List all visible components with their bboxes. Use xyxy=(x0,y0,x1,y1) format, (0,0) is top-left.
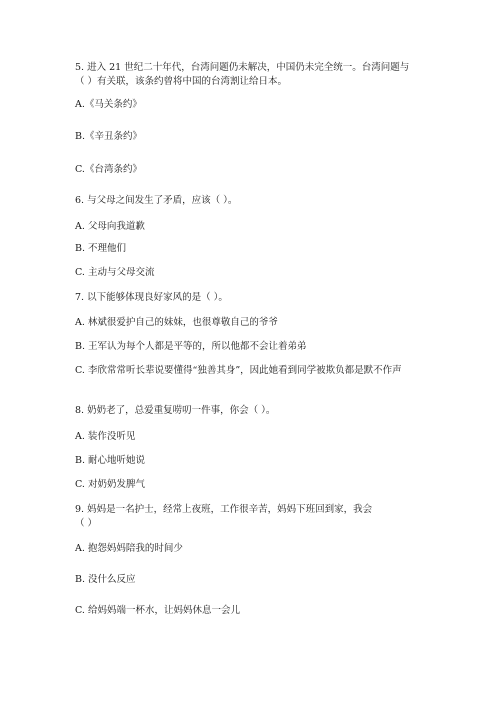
question-6-option-b: B. 不理他们 xyxy=(75,243,127,254)
question-9-option-c: C. 给妈妈端一杯水，让妈妈休息一会儿 xyxy=(75,605,240,616)
question-8-option-c: C. 对奶奶发脾气 xyxy=(75,479,145,490)
question-9-option-b: B. 没什么反应 xyxy=(75,574,136,585)
question-5-option-b: B.《辛丑条约》 xyxy=(75,131,143,142)
question-6-option-a: A. 父母向我道歉 xyxy=(75,221,145,232)
question-5-stem-line-2: （ ）有关联，该条约曾将中国的台湾割让给日本。 xyxy=(75,76,288,87)
question-8-option-a: A. 装作没听见 xyxy=(75,431,136,442)
question-5-stem-line-1: 5. 进入 21 世纪二十年代，台湾问题仍未解决，中国仍未完全统一。台湾问题与 xyxy=(75,62,410,73)
question-7-option-a: A. 林斌很爱护自己的妹妹，也很尊敬自己的爷爷 xyxy=(75,317,278,328)
question-5-option-a: A.《马关条约》 xyxy=(75,99,142,110)
question-7-stem: 7. 以下能够体现良好家风的是（ ）。 xyxy=(75,292,228,303)
question-8-stem: 8. 奶奶老了，总爱重复唠叨一件事，你会（ ）。 xyxy=(75,405,276,416)
question-9-stem-line-1: 9. 妈妈是一名护士，经常上夜班，工作很辛苦，妈妈下班回到家，我会 xyxy=(75,504,373,515)
question-9-stem-line-2: （ ） xyxy=(75,518,98,529)
question-8-option-b: B. 耐心地听她说 xyxy=(75,455,146,466)
question-5-option-c: C.《台湾条约》 xyxy=(75,164,142,175)
question-9-option-a: A. 抱怨妈妈陪我的时间少 xyxy=(75,543,183,554)
question-7-option-b: B. 王军认为每个人都是平等的，所以他都不会让着弟弟 xyxy=(75,341,307,352)
question-6-option-c: C. 主动与父母交流 xyxy=(75,267,155,278)
question-6-stem: 6. 与父母之间发生了矛盾，应该（ ）。 xyxy=(75,195,238,206)
question-7-option-c: C. 李欣常常听长辈说要懂得“独善其身”，因此她看到同学被欺负都是默不作声 xyxy=(75,365,402,376)
